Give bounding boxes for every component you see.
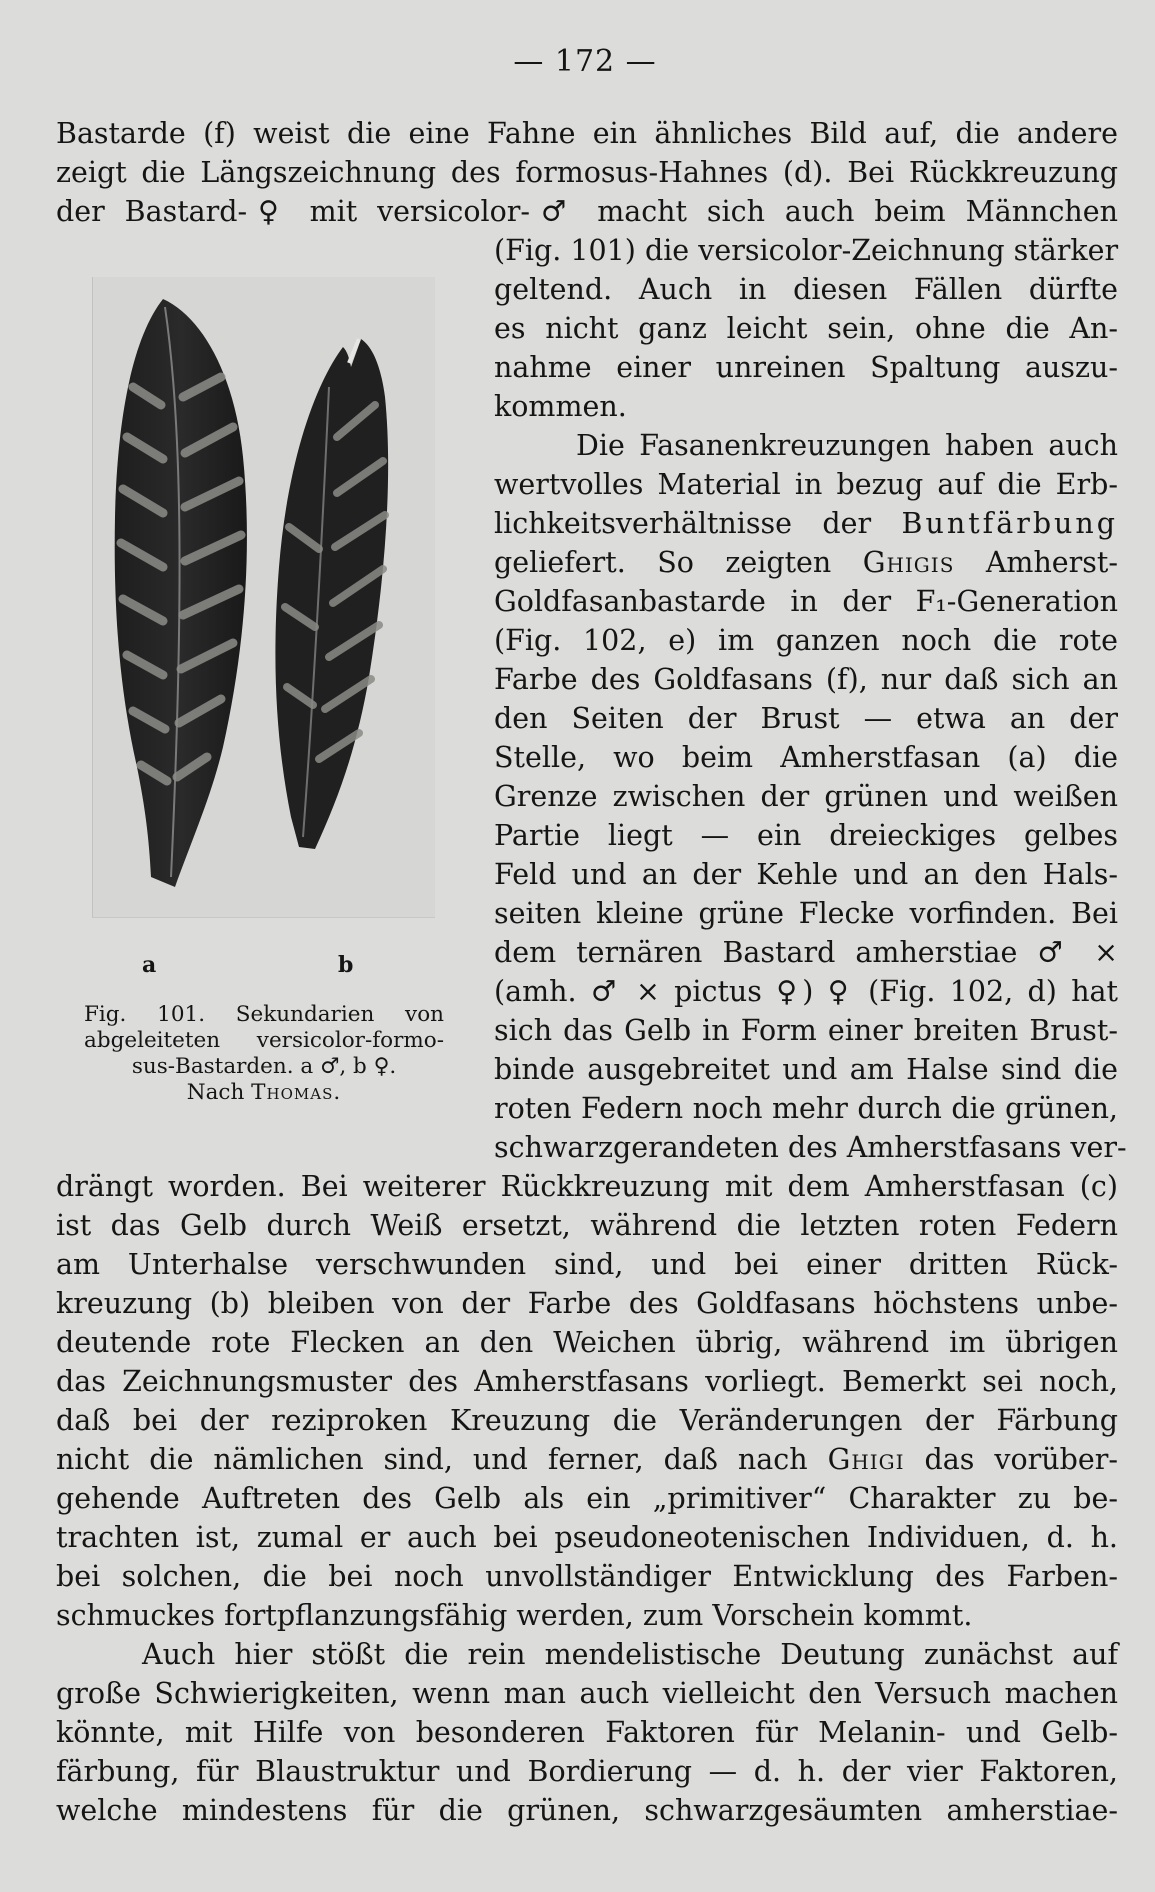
body-line: bei solchen, die bei noch unvollständiger Entwicklung des Farben-: [56, 1560, 1118, 1593]
body-text: geliefert. So zeigten: [494, 546, 832, 579]
body-line: Grenze zwischen der grünen und weißen: [494, 780, 1118, 813]
body-line: (amh. ♂ × pictus ♀) ♀ (Fig. 102, d) hat: [494, 975, 1118, 1008]
body-line: es nicht ganz leicht sein, ohne die An-: [494, 312, 1118, 345]
body-line: Farbe des Goldfasans (f), nur daß sich an: [494, 663, 1118, 696]
caption-line: sus-Bastarden. a ♂, b ♀.: [131, 1054, 397, 1079]
body-text: das vorüber-: [924, 1443, 1118, 1476]
feather-b-image: [275, 339, 388, 849]
caption-source-prefix: Nach: [186, 1080, 245, 1105]
body-line: [494, 544, 1118, 582]
body-line: Feld und an der Kehle und an den Hals-: [494, 858, 1118, 891]
figure-label-b: b: [338, 952, 354, 978]
body-line: Partie liegt — ein dreieckiges gelbes: [494, 819, 1118, 852]
body-line: wertvolles Material in bezug auf die Erb-: [494, 468, 1118, 501]
body-line: sich das Gelb in Form einer breiten Brust-: [494, 1014, 1118, 1047]
body-line: roten Federn noch mehr durch die grünen,: [494, 1092, 1118, 1125]
body-text: nicht die nämlichen sind, und ferner, daß nach: [56, 1443, 808, 1476]
body-line: dem ternären Bastard amherstiae ♂ ×: [494, 936, 1118, 969]
body-line: kommen.: [494, 390, 627, 423]
figure-101-photo: [92, 277, 435, 918]
body-line: nahme einer unreinen Spaltung auszu-: [494, 351, 1118, 384]
body-line: kreuzung (b) bleiben von der Farbe des Goldfasans höchstens unbe-: [56, 1287, 1118, 1320]
caption-line: abgeleiteten versicolor-formo-: [84, 1028, 444, 1053]
body-line: am Unterhalse verschwunden sind, und bei einer dritten Rück-: [56, 1248, 1118, 1281]
body-line: Goldfasanbastarde in der F₁-Generation: [494, 585, 1118, 618]
body-line: welche mindestens für die grünen, schwarzgesäumten amherstiae-: [56, 1794, 1118, 1827]
author-name: Ghigi: [827, 1443, 905, 1476]
feather-a-image: [115, 299, 247, 887]
body-line: binde ausgebreitet und am Halse sind die: [494, 1053, 1118, 1086]
body-line: große Schwierigkeiten, wenn man auch vielleicht den Versuch machen: [56, 1677, 1118, 1710]
body-line: geltend. Auch in diesen Fällen dürfte: [494, 273, 1118, 306]
body-line: (Fig. 101) die versicolor-Zeichnung stärker: [494, 234, 1119, 267]
body-line: zeigt die Längszeichnung des formosus-Hahnes (d). Bei Rückkreuzung: [56, 156, 1118, 189]
body-line: Stelle, wo beim Amherstfasan (a) die: [494, 741, 1118, 774]
figure-caption: [84, 1002, 444, 1106]
body-line: [494, 505, 1118, 543]
body-line: seiten kleine grüne Flecke vorfinden. Bei: [494, 897, 1118, 930]
author-name: Ghigis: [862, 546, 955, 579]
figure-label-a: a: [142, 952, 157, 978]
body-line: färbung, für Blaustruktur und Bordierung — d. h. der vier Faktoren,: [56, 1755, 1118, 1788]
caption-line: Fig. 101. Sekundarien von: [84, 1002, 444, 1027]
body-line: der Bastard-♀ mit versicolor-♂ macht sich auch beim Männchen: [56, 195, 1118, 228]
body-line: Bastarde (f) weist die eine Fahne ein ähnliches Bild auf, die andere: [56, 117, 1118, 150]
body-line: ist das Gelb durch Weiß ersetzt, während die letzten roten Federn: [56, 1209, 1118, 1242]
body-line: trachten ist, zumal er auch bei pseudoneotenischen Individuen, d. h.: [56, 1521, 1118, 1554]
body-line: drängt worden. Bei weiterer Rückkreuzung mit dem Amherstfasan (c): [56, 1170, 1118, 1203]
body-line: deutende rote Flecken an den Weichen übrig, während im übrigen: [56, 1326, 1118, 1359]
body-text: Amherst-: [985, 546, 1119, 579]
body-line: [56, 1441, 1118, 1479]
body-line: könnte, mit Hilfe von besonderen Faktoren für Melanin- und Gelb-: [56, 1716, 1118, 1749]
body-line: das Zeichnungsmuster des Amherstfasans vorliegt. Bemerkt sei noch,: [56, 1365, 1118, 1398]
body-line: schwarzgerandeten des Amherstfasans ver-: [494, 1131, 1127, 1164]
body-line: schmuckes fortpflanzungsfähig werden, zum Vorschein kommt.: [56, 1599, 973, 1632]
body-line: gehende Auftreten des Gelb als ein „primitiver“ Charakter zu be-: [56, 1482, 1118, 1515]
page-number: — 172 —: [513, 44, 657, 79]
body-line: Auch hier stößt die rein mendelistische Deutung zunächst auf: [142, 1638, 1118, 1671]
body-line: Die Fasanenkreuzungen haben auch: [576, 429, 1118, 462]
emphasis-text: Buntfärbung: [901, 507, 1119, 540]
body-text: lichkeitsverhältnisse der: [494, 507, 872, 540]
body-line: (Fig. 102, e) im ganzen noch die rote: [494, 624, 1118, 657]
body-line: daß bei der reziproken Kreuzung die Veränderungen der Färbung: [56, 1404, 1118, 1437]
caption-source-author: Thomas.: [251, 1080, 342, 1105]
body-line: den Seiten der Brust — etwa an der: [494, 702, 1118, 735]
